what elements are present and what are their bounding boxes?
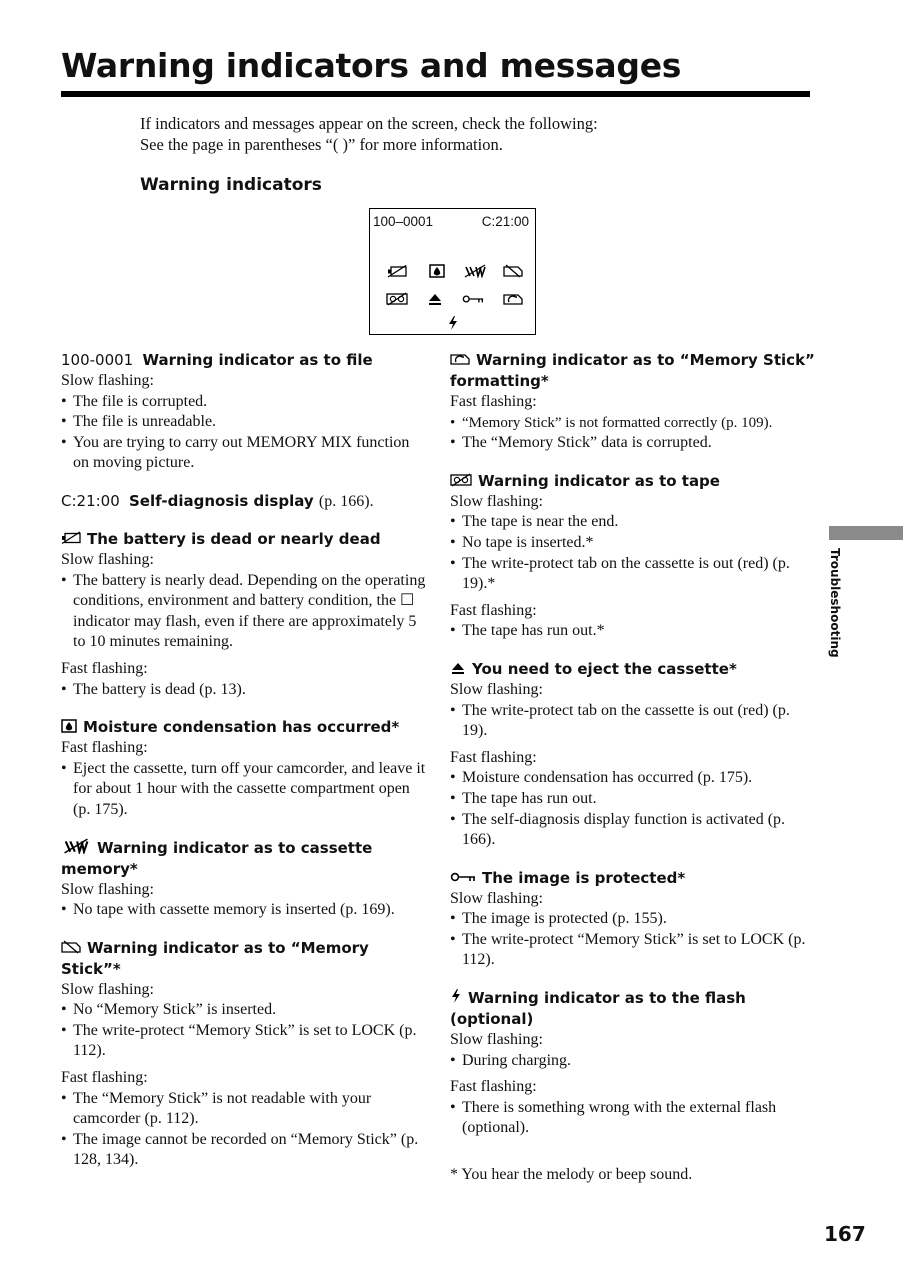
entry-title: You need to eject the cassette* xyxy=(472,659,737,678)
entry-protected xyxy=(450,868,815,971)
tape-icon xyxy=(386,291,408,307)
list-item: • The tape has run out. xyxy=(450,789,815,810)
entry-file-warning xyxy=(61,350,429,474)
entry-title: Warning indicator as to the flash (optional) xyxy=(450,989,746,1029)
warning-indicators-heading: Warning indicators xyxy=(140,175,322,195)
flash-label: Slow flashing: xyxy=(450,889,543,907)
memory-stick-format-icon xyxy=(450,352,470,366)
footnote: * You hear the melody or beep sound. xyxy=(450,1166,693,1184)
flash-label: Slow flashing: xyxy=(450,492,543,510)
list-item: • No tape is inserted.* xyxy=(450,533,815,554)
memory-stick-format-icon xyxy=(502,291,524,307)
eject-icon xyxy=(424,291,446,307)
list-item: • The self-diagnosis display function is activated (p. 166). xyxy=(450,810,815,851)
page-ref: (p. 166). xyxy=(318,492,374,510)
self-diagnosis-code: C:21:00 xyxy=(61,491,120,510)
intro-line: If indicators and messages appear on the screen, check the following: xyxy=(140,114,598,133)
entry-title: Warning indicator as to “Memory Stick” formatting* xyxy=(450,351,815,390)
list-item: • The battery is dead (p. 13). xyxy=(61,680,429,701)
flash-label: Fast flashing: xyxy=(61,659,148,677)
section-tab xyxy=(829,526,903,540)
entry-title: Warning indicator as to cassette memory* xyxy=(61,838,373,878)
list-item: • The “Memory Stick” is not readable with your camcorder (p. 112). xyxy=(61,1089,429,1130)
flash-label: Slow flashing: xyxy=(61,980,154,998)
list-item: • No “Memory Stick” is inserted. xyxy=(61,1000,429,1021)
flash-icon xyxy=(450,988,462,1004)
right-column xyxy=(450,350,815,1186)
flash-label: Fast flashing: xyxy=(450,1078,537,1096)
entry-tape xyxy=(450,471,815,642)
intro-text xyxy=(140,113,598,155)
title-rule xyxy=(61,91,810,97)
flash-label: Slow flashing: xyxy=(450,1031,543,1049)
entry-battery xyxy=(61,529,429,700)
flash-icon xyxy=(442,315,464,331)
flash-label: Fast flashing: xyxy=(450,393,537,410)
entry-title: Warning indicator as to tape xyxy=(478,471,720,490)
list-item: • The battery is nearly dead. Depending on the operating conditions, environment and battery condition, the ☐ indicator may flash, even if there are approximately 5 to 10 minutes remaining. xyxy=(61,571,429,653)
entry-cassette-memory xyxy=(61,838,429,921)
section-side-label: Troubleshooting xyxy=(828,548,842,658)
battery-icon xyxy=(386,263,408,279)
list-item: • The write-protect tab on the cassette is out (red) (p. 19).* xyxy=(450,554,815,595)
protect-key-icon xyxy=(462,291,484,307)
list-item: • During charging. xyxy=(450,1051,815,1072)
memory-stick-icon xyxy=(502,263,524,279)
list-item: • The tape has run out.* xyxy=(450,621,815,642)
flash-label: Fast flashing: xyxy=(61,739,148,757)
battery-icon xyxy=(61,531,81,545)
list-item: • Moisture condensation has occurred (p. 175). xyxy=(450,768,815,789)
list-item: • There is something wrong with the external flash (optional). xyxy=(450,1098,815,1139)
entry-title: Moisture condensation has occurred* xyxy=(83,718,400,737)
lcd-display-diagram xyxy=(369,208,536,335)
cassette-memory-icon xyxy=(61,838,91,854)
eject-icon xyxy=(450,661,466,675)
list-item: • The file is corrupted. xyxy=(61,392,429,413)
list-item: • “Memory Stick” is not formatted correctly (p. 109). xyxy=(450,413,815,434)
list-item: • Eject the cassette, turn off your camcorder, and leave it for about 1 hour with the cassette compartment open (p. 175). xyxy=(61,759,429,821)
tape-icon xyxy=(450,473,472,487)
entry-title: Self-diagnosis display xyxy=(129,491,314,510)
entry-flash xyxy=(450,988,815,1139)
page-title: Warning indicators and messages xyxy=(61,46,682,85)
flash-label: Slow flashing: xyxy=(61,372,154,389)
flash-label: Slow flashing: xyxy=(450,680,543,698)
entry-memory-stick xyxy=(61,938,429,1171)
entry-moisture xyxy=(61,717,429,820)
flash-label: Fast flashing: xyxy=(450,601,537,619)
flash-label: Fast flashing: xyxy=(450,748,537,766)
page-number: 167 xyxy=(824,1222,866,1246)
list-item: • No tape with cassette memory is inserted (p. 169). xyxy=(61,900,429,921)
list-item: • The tape is near the end. xyxy=(450,512,815,533)
file-number-code: 100-0001 xyxy=(61,351,134,369)
list-item: • The image cannot be recorded on “Memory Stick” (p. 128, 134). xyxy=(61,1130,429,1171)
list-item: • You are trying to carry out MEMORY MIX function on moving picture. xyxy=(61,433,429,474)
moisture-icon xyxy=(61,719,77,733)
protect-key-icon xyxy=(450,870,476,884)
entry-title: Warning indicator as to file xyxy=(142,351,373,369)
lcd-self-diagnosis: C:21:00 xyxy=(481,214,529,229)
list-item: • The image is protected (p. 155). xyxy=(450,909,815,930)
memory-stick-icon xyxy=(61,940,81,954)
flash-label: Slow flashing: xyxy=(61,880,154,898)
flash-label: Slow flashing: xyxy=(61,550,154,568)
list-item: • The file is unreadable. xyxy=(61,412,429,433)
entry-title: The battery is dead or nearly dead xyxy=(87,529,381,548)
intro-line: See the page in parentheses “( )” for more information. xyxy=(140,135,503,154)
list-item: • The “Memory Stick” data is corrupted. xyxy=(450,433,815,454)
lcd-file-number: 100–0001 xyxy=(373,214,434,229)
cassette-memory-icon xyxy=(464,263,486,279)
entry-eject xyxy=(450,659,815,851)
list-item: • The write-protect “Memory Stick” is set to LOCK (p. 112). xyxy=(450,930,815,971)
entry-memory-stick-format xyxy=(450,350,815,454)
flash-label: Fast flashing: xyxy=(61,1069,148,1087)
moisture-icon xyxy=(426,263,448,279)
entry-title: Warning indicator as to “Memory Stick”* xyxy=(61,938,369,978)
entry-self-diagnosis xyxy=(61,491,429,512)
left-column xyxy=(61,350,429,1188)
list-item: • The write-protect “Memory Stick” is set to LOCK (p. 112). xyxy=(61,1021,429,1062)
entry-title: The image is protected* xyxy=(482,868,686,887)
list-item: • The write-protect tab on the cassette is out (red) (p. 19). xyxy=(450,701,815,742)
